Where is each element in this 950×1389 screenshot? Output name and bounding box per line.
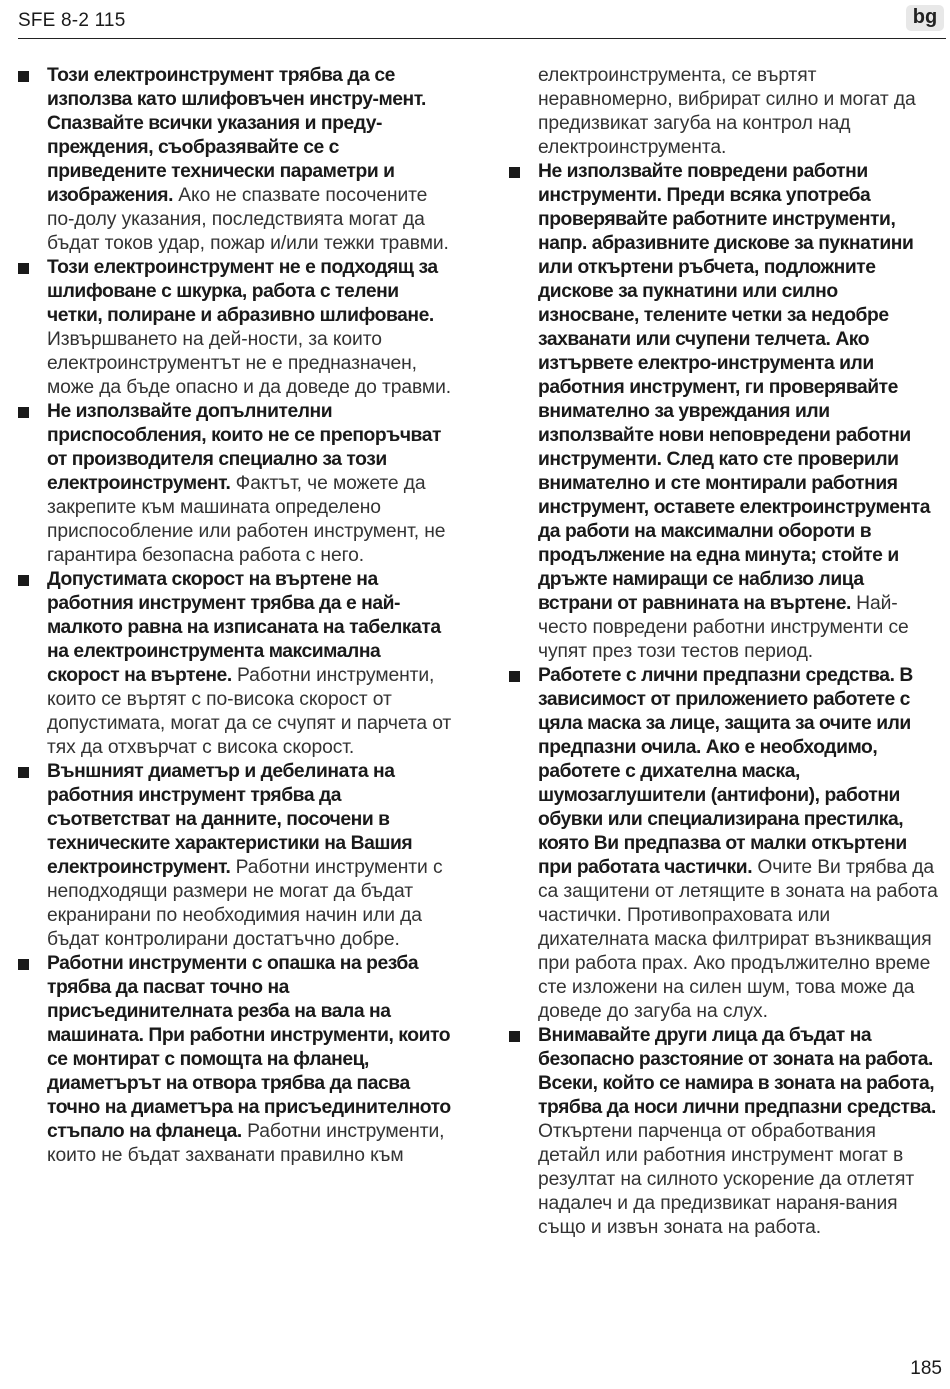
bullet-square-icon <box>18 959 29 970</box>
safety-item-heading: Не използвайте повредени работни инструменти. Преди всяка употреба проверявайте работните инструменти, напр. абразивните дискове за пукнатини или откъртени ръбчета, подложните дискове за пукнатини или силно износване, телените четки за недобре захванати или счупени телчета. Ако изтървете електро-инструмента или работния инструмент, ги проверявайте внимателно за увреждания или използвайте нови неповредени работни инструменти. След като сте проверили внимателно и сте монтирали работния инструмент, оставете електроинструмента да работи на максимални обороти в продължение на една минута; стойте и дръжте намиращи се наблизо лица встрани от равнината на въртене. <box>538 161 930 614</box>
safety-item <box>18 64 453 256</box>
safety-item <box>509 664 942 1024</box>
safety-item-heading: Този електроинструмент трябва да се използва като шлифовъчен инстру-мент. Спазвайте всички указания и преду-преждения, съобразявайте се с приведените технически параметри и изображения. <box>47 65 426 206</box>
safety-item <box>18 400 453 568</box>
bullet-square-icon <box>18 767 29 778</box>
safety-item <box>18 760 453 952</box>
bullet-square-icon <box>509 671 520 682</box>
safety-item <box>18 568 453 760</box>
safety-item-text: Очите Ви трябва да са защитени от летящите в зоната на работа частички. Противопраховата или дихателната маска филтрират възникващия при работа прах. Ако продължително време сте изложени на силен шум, това може да доведе до загуба на слух. <box>538 857 938 1022</box>
continued-text: електроинструмента, се въртят неравномерно, вибрират силно и могат да предизвикат загуба на контрол над електроинструмента. <box>538 65 916 158</box>
safety-item-text: Най-често повредени работни инструменти се чупят през този тестов период. <box>538 593 909 662</box>
safety-item-heading: Не използвайте допълнителни приспособления, които не се препоръчват от производителя специално за този електроинструмент. <box>47 401 441 494</box>
bullet-square-icon <box>18 263 29 274</box>
safety-item-text: Работни инструменти с неподходящи размери не могат да бъдат екранирани по необходимия начин или да бъдат контролирани достатъчно добре. <box>47 857 443 950</box>
safety-item-text: Откъртени парченца от обработвания детайл или работния инструмент могат в резултат на силното ускорение да отлетят надалеч и да предизвикат нараня-вания също и извън зоната на работа. <box>538 1121 915 1238</box>
safety-item-heading: Внимавайте други лица да бъдат на безопасно разстояние от зоната на работа. Всеки, който се намира в зоната на работа, трябва да носи лични предпазни средства. <box>538 1025 936 1118</box>
language-badge: bg <box>906 5 944 31</box>
safety-item-heading: Работни инструменти с опашка на резба трябва да пасват точно на присъединителната резба на вала на машината. При работни инструменти, които се монтират с помощта на фланец, диаметърът на отвора трябва да пасва точно на диаметъра на присъединителното стъпало на фланеца. <box>47 953 451 1142</box>
safety-item <box>509 1024 942 1240</box>
bullet-square-icon <box>18 575 29 586</box>
safety-item-text: Работни инструменти, които не бъдат захванати правилно към <box>47 1121 445 1166</box>
bullet-square-icon <box>509 167 520 178</box>
safety-item-heading: Допустимата скорост на въртене на работния инструмент трябва да е най-малкото равна на изписаната на табелката на електроинструмента максимална скорост на въртене. <box>47 569 441 686</box>
safety-item-text: Извършването на дей-ности, за които електроинструментът не е предназначен, може да бъде опасно и да доведе до травми. <box>47 329 452 398</box>
page-header <box>18 0 946 39</box>
right-column <box>509 64 942 1240</box>
bullet-square-icon <box>18 407 29 418</box>
safety-item <box>18 952 453 1168</box>
safety-item <box>509 160 942 664</box>
document-model-title: SFE 8-2 115 <box>18 10 126 31</box>
safety-item-heading: Този електроинструмент не е подходящ за шлифоване с шкурка, работа с телени четки, полиране и абразивно шлифоване. <box>47 257 438 326</box>
safety-item-heading: Работете с лични предпазни средства. В зависимост от приложението работете с цяла маска за лице, защита за очите или предпазни очила. Ако е необходимо, работете с дихателна маска, шумозаглушители (антифони), работни обувки или специализирана престилка, която Ви предпазва от малки откъртени при работата частички. <box>538 665 913 878</box>
bullet-square-icon <box>18 71 29 82</box>
safety-item-heading: Външният диаметър и дебелината на работния инструмент трябва да съответстват на данните, посочени в техническите характеристики на Вашия електроинструмент. <box>47 761 413 878</box>
bullet-square-icon <box>509 1031 520 1042</box>
safety-item-text: Ако не спазвате посочените по-долу указания, последствията могат да бъдат токов удар, пожар и/или тежки травми. <box>47 185 449 254</box>
safety-item <box>18 256 453 400</box>
safety-item-text: Фактът, че можете да закрепите към машината определено приспособление или работен инструмент, не гарантира безопасна работа с него. <box>47 473 446 566</box>
page-number: 185 <box>910 1358 942 1379</box>
left-column <box>18 64 453 1168</box>
safety-item-text: Работни инструменти, които се въртят с по-висока скорост от допустимата, могат да се счупят и парчета от тях да отхвърчат с висока скорост. <box>47 665 452 758</box>
